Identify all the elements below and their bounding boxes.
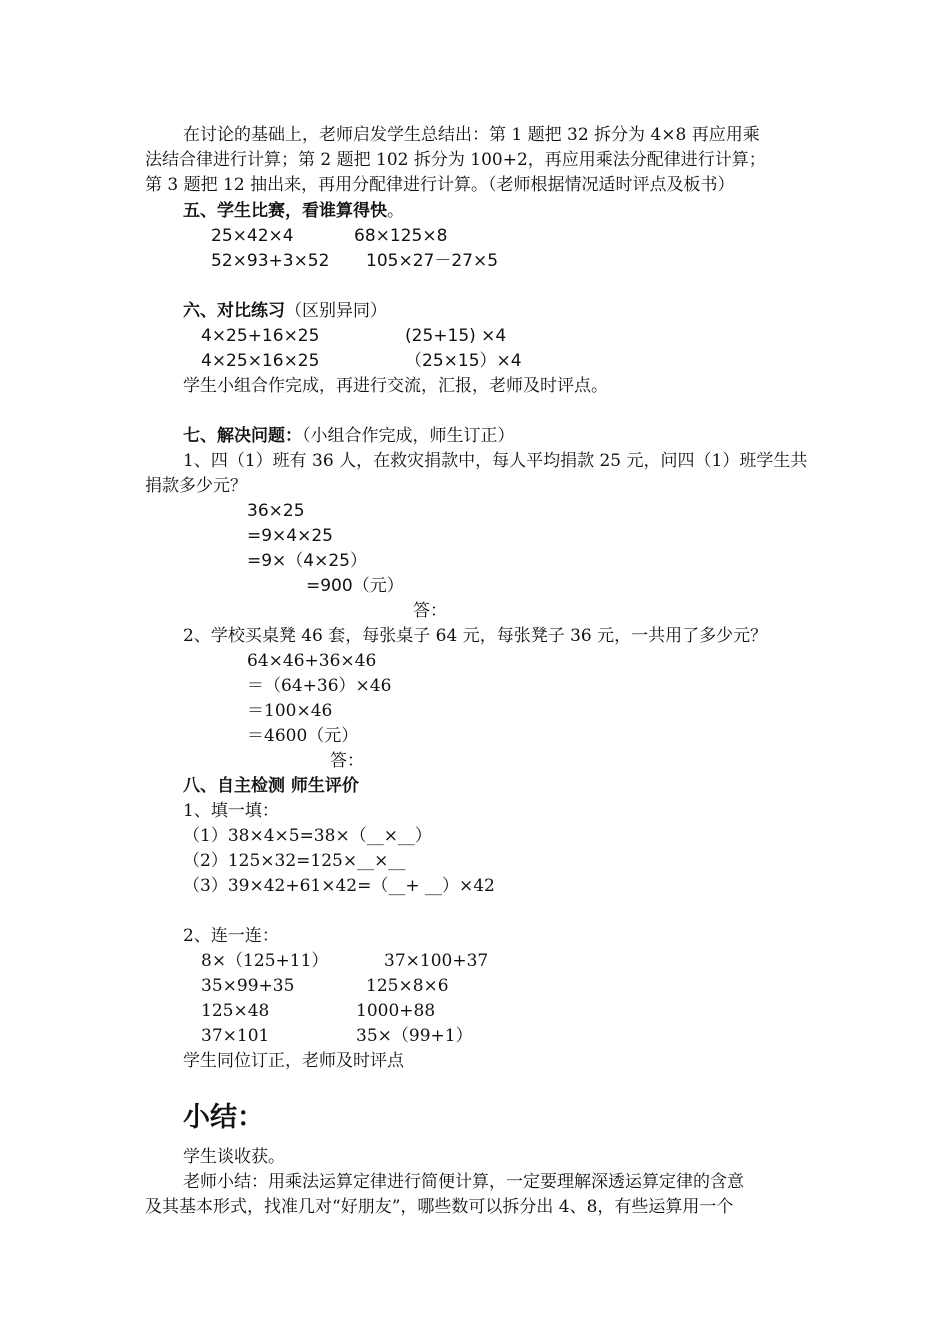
section-6-tail: 学生小组合作完成，再进行交流，汇报，老师及时评点。 (183, 376, 608, 396)
section-8-title: 八、自主检测 师生评价 (183, 776, 359, 796)
summary-line-3: 及其基本形式，找准几对“好朋友”，哪些数可以拆分出 4、8，有些运算用一个 (145, 1197, 734, 1217)
race-item-3: 52×93+3×52 (211, 251, 330, 271)
link-title: 2、连一连： (183, 926, 279, 946)
link-right-4: 35×（99+1） (356, 1026, 473, 1046)
compare-item-4: （25×15）×4 (405, 351, 522, 371)
para1-line-2: 法结合律进行计算；第 2 题把 102 拆分为 100+2，再应用乘法分配律进行计算； (145, 150, 766, 170)
section-7-note: （小组合作完成，师生订正） (302, 426, 515, 446)
question-1-line-2: 捐款多少元？ (145, 476, 247, 496)
summary-line-1: 学生谈收获。 (183, 1147, 285, 1167)
summary-title: 小结： (183, 1102, 264, 1133)
link-left-4: 37×101 (201, 1026, 270, 1046)
compare-item-2: (25+15) ×4 (405, 326, 507, 346)
race-item-1: 25×42×4 (211, 226, 294, 246)
q1-step-4: =900（元） (306, 576, 404, 596)
q1-answer-label: 答： (413, 601, 447, 621)
fill-item-1: （1）38×4×5=38×（__×__） (183, 826, 432, 846)
q2-step-2: ＝（64+36）×46 (247, 676, 392, 696)
q2-answer-label: 答： (330, 751, 364, 771)
q1-step-3: =9×（4×25） (247, 551, 367, 571)
fill-title: 1、填一填： (183, 801, 279, 821)
link-right-3: 1000+88 (356, 1001, 436, 1021)
para1-line-3: 第 3 题把 12 抽出来，再用分配律进行计算。（老师根据情况适时评点及板书） (145, 175, 735, 195)
link-left-1: 8×（125+11） (201, 951, 329, 971)
fill-item-3: （3）39×42+61×42=（__+ __）×42 (183, 876, 495, 896)
section-5-heading (183, 199, 404, 223)
section-7-title: 七、解决问题： (183, 426, 302, 446)
q1-step-2: =9×4×25 (247, 526, 333, 546)
question-2: 2、学校买桌凳 46 套，每张桌子 64 元，每张凳子 36 元，一共用了多少元？ (183, 626, 768, 646)
summary-line-2: 老师小结：用乘法运算定律进行简便计算，一定要理解深透运算定律的含意 (183, 1172, 744, 1192)
link-right-1: 37×100+37 (384, 951, 489, 971)
section-5-title: 五、学生比赛，看谁算得快 (183, 201, 387, 221)
link-left-2: 35×99+35 (201, 976, 295, 996)
section-6-title: 六、对比练习 (183, 301, 285, 321)
q2-step-3: ＝100×46 (247, 701, 333, 721)
section-6-heading (183, 299, 387, 323)
link-left-3: 125×48 (201, 1001, 270, 1021)
compare-item-1: 4×25+16×25 (201, 326, 320, 346)
section-7-heading (183, 424, 515, 448)
section-6-note: （区别异同） (285, 301, 387, 321)
race-item-2: 68×125×8 (354, 226, 448, 246)
link-right-2: 125×8×6 (366, 976, 449, 996)
section-5-title-end: 。 (387, 201, 404, 221)
fill-item-2: （2）125×32=125×__×__ (183, 851, 406, 871)
compare-item-3: 4×25×16×25 (201, 351, 320, 371)
race-item-4: 105×27－27×5 (366, 251, 499, 271)
section-8-tail: 学生同位订正，老师及时评点 (183, 1051, 404, 1071)
q1-step-1: 36×25 (247, 501, 305, 521)
para1-line-1: 在讨论的基础上，老师启发学生总结出：第 1 题把 32 拆分为 4×8 再应用乘 (183, 125, 760, 145)
question-1-line-1: 1、四（1）班有 36 人，在救灾捐款中，每人平均捐款 25 元，问四（1）班学生共 (183, 451, 808, 471)
q2-step-4: ＝4600（元） (247, 726, 359, 746)
q2-step-1: 64×46+36×46 (247, 651, 377, 671)
